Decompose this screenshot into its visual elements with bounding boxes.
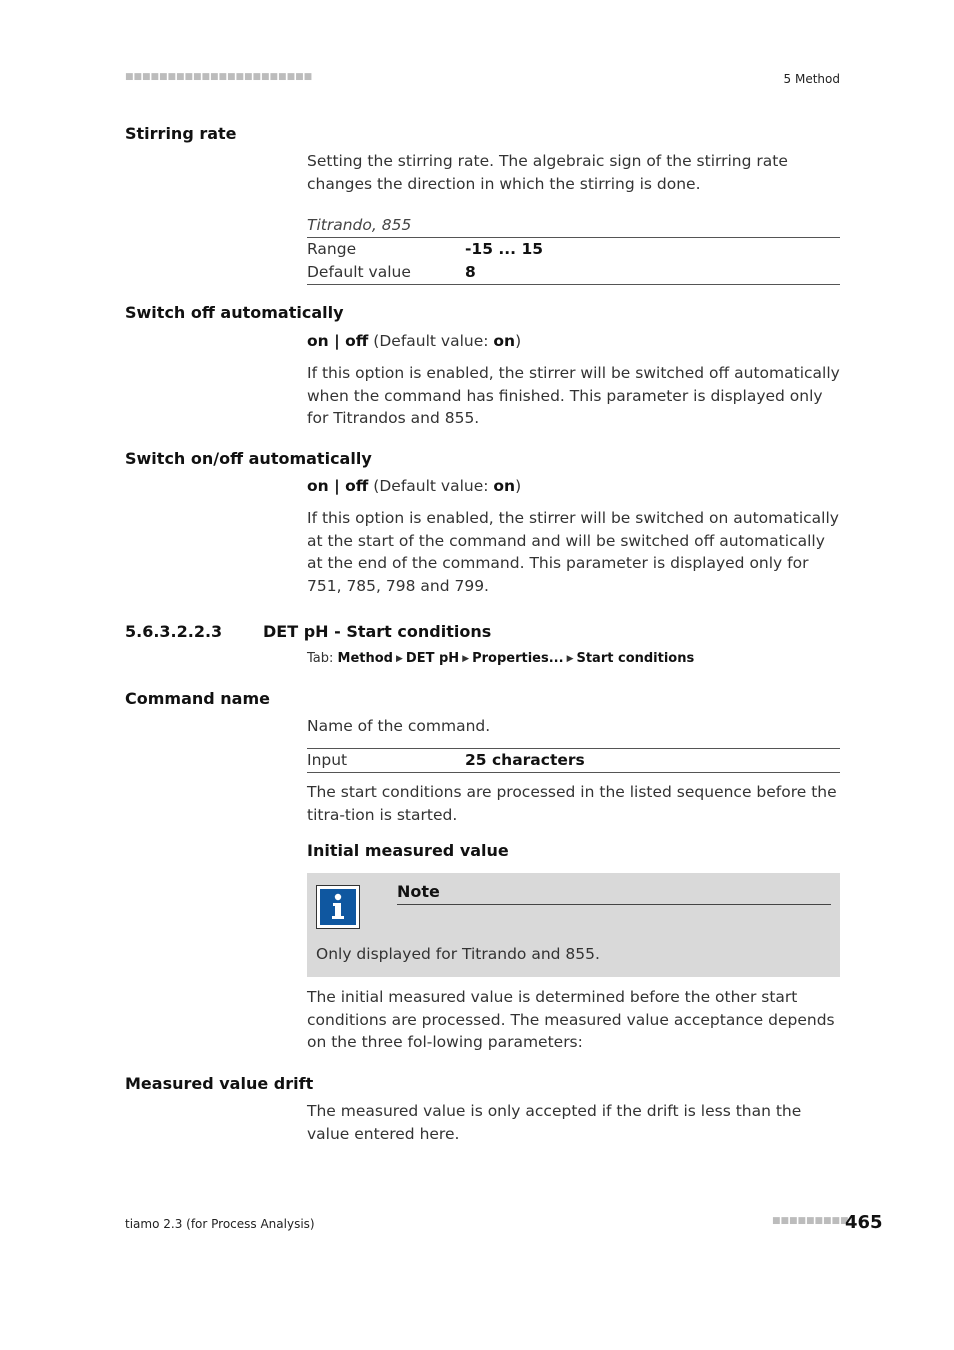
switch-onoff-options [307, 475, 840, 498]
chapter-title: 5 Method [783, 72, 840, 86]
param-heading-command-name: Command name [125, 689, 270, 708]
param-heading-stirring-rate: Stirring rate [125, 124, 237, 143]
row-value: -15 ... 15 [465, 240, 544, 258]
note-box [307, 873, 840, 977]
command-name-description: Name of the command. [307, 717, 491, 735]
note-title: Note [397, 882, 440, 901]
param-heading-switch-onoff: Switch on/off automatically [125, 449, 372, 468]
initial-value-description: The initial measured value is determined before the other start conditions are processed. The measured value acceptance depends on the three fol-lowing parameters: [307, 988, 835, 1051]
breadcrumb-item: DET pH [405, 651, 460, 666]
table-row [307, 261, 840, 284]
footer-product: tiamo 2.3 (for Process Analysis) [125, 1217, 315, 1231]
param-heading-measured-value-drift: Measured value drift [125, 1074, 314, 1093]
command-name-table [307, 748, 840, 773]
arrow-right-icon: ▶ [396, 654, 403, 664]
breadcrumb-item: Method [337, 651, 393, 666]
footer-decoration: ■■■■■■■■■ [772, 1216, 849, 1226]
arrow-right-icon: ▶ [566, 654, 574, 664]
option-separator: | [328, 332, 346, 350]
row-label: Range [307, 240, 357, 258]
table-row [307, 238, 840, 261]
note-text: Only displayed for Titrando and 855. [316, 945, 600, 963]
header-decoration: ■■■■■■■■■■■■■■■■■■■■■■ [125, 72, 313, 82]
option-on: on [307, 477, 329, 495]
switch-off-description: If this option is enabled, the stirrer will be switched off automatically when the command has finished. This parameter is displayed only for Titrandos and 855. [307, 364, 840, 427]
start-conditions-description: The start conditions are processed in the listed sequence before the titra-tion is started. [307, 783, 837, 824]
info-icon [316, 885, 360, 929]
info-glyph [320, 889, 356, 925]
switch-off-options [307, 330, 840, 353]
drift-description: The measured value is only accepted if the drift is less than the value entered here. [307, 1102, 802, 1143]
table-caption: Titrando, 855 [307, 216, 412, 234]
default-prefix: (Default value: [368, 332, 494, 350]
param-heading-switch-off: Switch off automatically [125, 303, 344, 322]
breadcrumb-item: Properties... [472, 651, 564, 666]
default-prefix: (Default value: [368, 477, 494, 495]
option-separator: | [328, 477, 346, 495]
breadcrumb-item: Start conditions [576, 651, 695, 666]
tab-prefix: Tab: [307, 651, 338, 666]
default-suffix: ) [515, 477, 522, 495]
default-value: on [493, 332, 516, 350]
tab-breadcrumb [307, 651, 694, 666]
stirring-rate-description: Setting the stirring rate. The algebraic sign of the stirring rate changes the direction in which the stirring is done. [307, 152, 788, 193]
row-value: 8 [465, 263, 476, 281]
page-number: 465 [845, 1212, 883, 1233]
section-number: 5.6.3.2.2.3 [125, 622, 223, 641]
option-off: off [345, 332, 369, 350]
subheading-initial-measured-value: Initial measured value [307, 841, 509, 860]
option-on: on [307, 332, 329, 350]
row-label: Default value [307, 263, 411, 281]
table-row [307, 749, 840, 772]
row-label: Input [307, 751, 348, 769]
row-value: 25 characters [465, 751, 585, 769]
section-title: DET pH - Start conditions [263, 622, 492, 641]
default-value: on [493, 477, 516, 495]
arrow-right-icon: ▶ [462, 654, 470, 664]
option-off: off [345, 477, 369, 495]
switch-onoff-description: If this option is enabled, the stirrer will be switched on automatically at the start of the command and will be switched off automatically at the end of the command. This parameter is displayed only for 751, 785, 798 and 799. [307, 509, 839, 595]
note-divider [397, 904, 831, 905]
default-suffix: ) [515, 332, 522, 350]
stirring-rate-table [307, 213, 840, 285]
